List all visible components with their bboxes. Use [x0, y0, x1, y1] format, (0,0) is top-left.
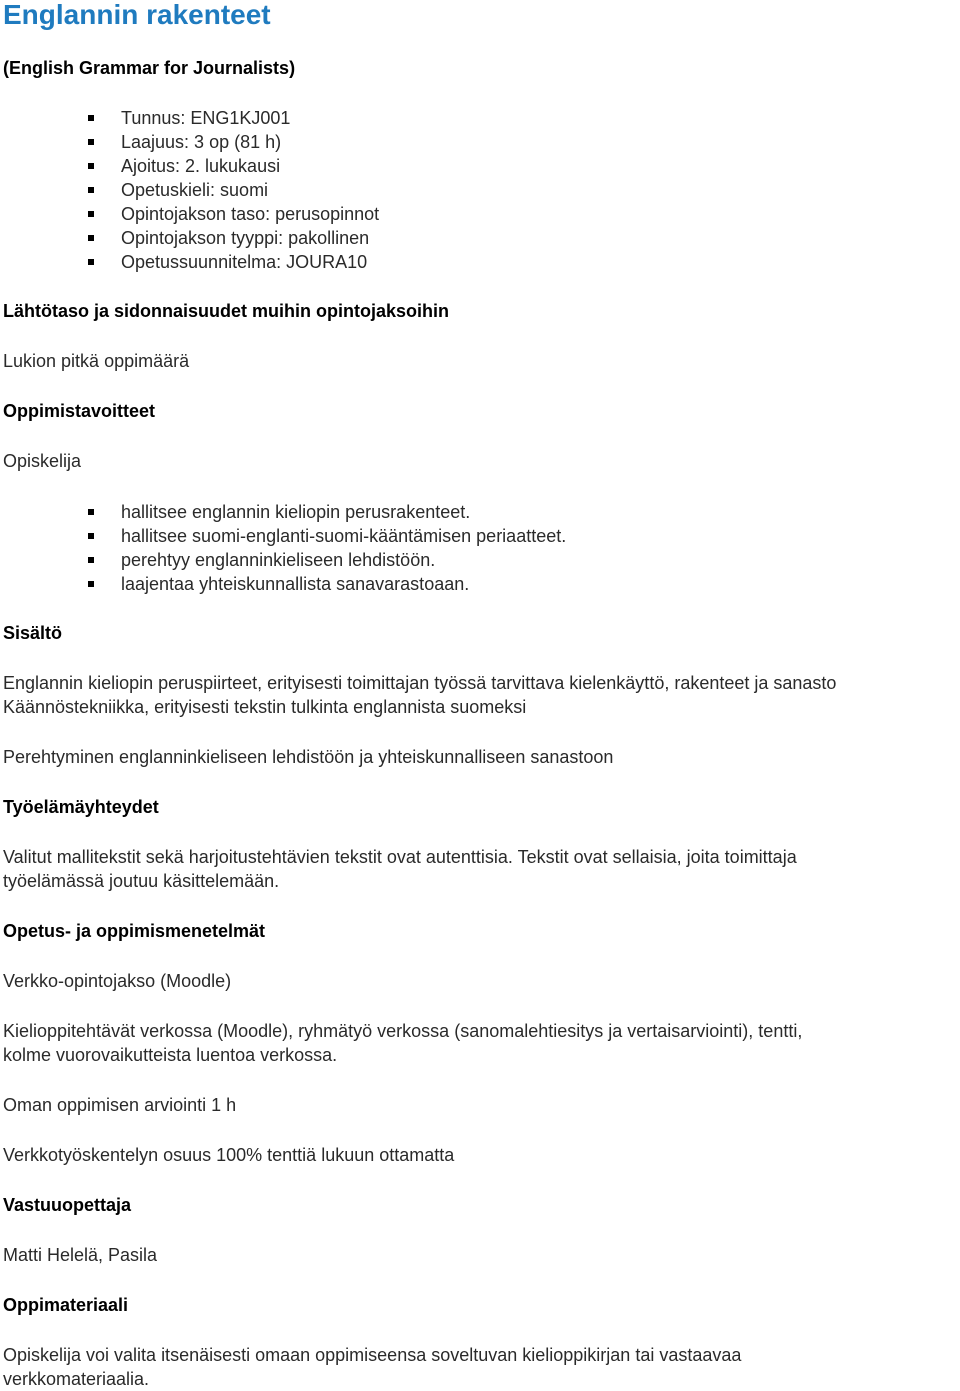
- content-line-3: Perehtyminen englanninkieliseen lehdistöön ja yhteiskunnalliseen sanastoon: [3, 747, 614, 767]
- list-item: Opintojakson tyyppi: pakollinen: [3, 226, 379, 250]
- objectives-intro: Opiskelija: [3, 451, 82, 471]
- teacher-text: Matti Helelä, Pasila: [3, 1245, 158, 1265]
- bullet-icon: [88, 235, 94, 241]
- materials-line-2: verkkomateriaalia.: [3, 1369, 150, 1389]
- methods-paragraph-1: Verkko-opintojakso (Moodle): [3, 971, 232, 991]
- methods-paragraph-2-line-2: kolme vuorovaikutteista luentoa verkossa.: [3, 1045, 338, 1065]
- bullet-icon: [88, 581, 94, 587]
- bullet-icon: [88, 115, 94, 121]
- list-item: Laajuus: 3 op (81 h): [3, 130, 379, 154]
- working-life-heading: Työelämäyhteydet: [3, 797, 159, 817]
- bullet-icon: [88, 533, 94, 539]
- bullet-icon: [88, 163, 94, 169]
- bullet-icon: [88, 259, 94, 265]
- list-item: Ajoitus: 2. lukukausi: [3, 154, 379, 178]
- list-item: Opetuskieli: suomi: [3, 178, 379, 202]
- list-item: Opetussuunnitelma: JOURA10: [3, 250, 379, 274]
- working-life-line-1: Valitut mallitekstit sekä harjoitustehtävien tekstit ovat autenttisia. Tekstit ovat sellaisia, joita toimittaja: [3, 847, 797, 867]
- bullet-icon: [88, 557, 94, 563]
- prerequisites-text: Lukion pitkä oppimäärä: [3, 351, 190, 371]
- methods-paragraph-2-line-1: Kielioppitehtävät verkossa (Moodle), ryhmätyö verkossa (sanomalehtiesitys ja vertaisarviointi), tentti,: [3, 1021, 803, 1041]
- list-item: hallitsee suomi-englanti-suomi-kääntämisen periaatteet.: [3, 524, 566, 548]
- course-subtitle: (English Grammar for Journalists): [3, 58, 296, 78]
- list-item: laajentaa yhteiskunnallista sanavarastoaan.: [3, 572, 566, 596]
- list-item: Tunnus: ENG1KJ001: [3, 106, 379, 130]
- methods-paragraph-3: Oman oppimisen arviointi 1 h: [3, 1095, 237, 1115]
- list-item: Opintojakson taso: perusopinnot: [3, 202, 379, 226]
- content-line-2: Käännöstekniikka, erityisesti tekstin tulkinta englannista suomeksi: [3, 697, 527, 717]
- methods-heading: Opetus- ja oppimismenetelmät: [3, 921, 266, 941]
- materials-heading: Oppimateriaali: [3, 1295, 129, 1315]
- content-line-1: Englannin kieliopin peruspiirteet, erityisesti toimittajan työssä tarvittava kielenkäyttö, rakenteet ja sanasto: [3, 673, 837, 693]
- bullet-icon: [88, 211, 94, 217]
- content-heading: Sisältö: [3, 623, 63, 643]
- bullet-icon: [88, 509, 94, 515]
- list-item: hallitsee englannin kieliopin perusrakenteet.: [3, 500, 566, 524]
- working-life-line-2: työelämässä joutuu käsittelemään.: [3, 871, 280, 891]
- page-title: Englannin rakenteet: [3, 0, 271, 30]
- course-info-list: [3, 106, 379, 274]
- bullet-icon: [88, 187, 94, 193]
- methods-paragraph-4: Verkkotyöskentelyn osuus 100% tenttiä lukuun ottamatta: [3, 1145, 455, 1165]
- bullet-icon: [88, 139, 94, 145]
- list-item: perehtyy englanninkieliseen lehdistöön.: [3, 548, 566, 572]
- prerequisites-heading: Lähtötaso ja sidonnaisuudet muihin opintojaksoihin: [3, 301, 450, 321]
- materials-line-1: Opiskelija voi valita itsenäisesti omaan oppimiseensa soveltuvan kielioppikirjan tai vastaavaa: [3, 1345, 742, 1365]
- objectives-list: [3, 500, 566, 596]
- teacher-heading: Vastuuopettaja: [3, 1195, 132, 1215]
- objectives-heading: Oppimistavoitteet: [3, 401, 156, 421]
